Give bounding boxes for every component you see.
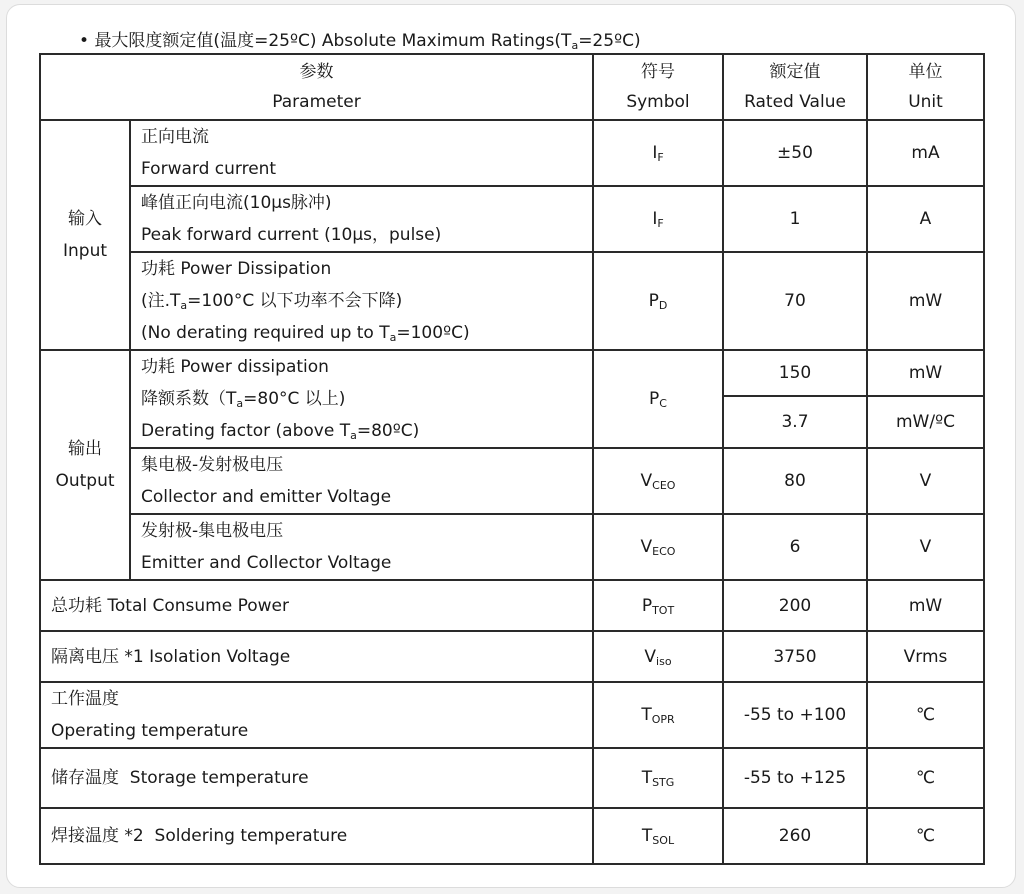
group-output: 输出 Output (40, 350, 130, 580)
table-row (40, 748, 984, 808)
unit-cell: ℃ (867, 682, 984, 748)
group-input: 输入 Input (40, 120, 130, 350)
value-cell: 3750 (723, 631, 867, 682)
heading-tail: =25ºC) (578, 31, 641, 51)
value-cell: 200 (723, 580, 867, 631)
value-cell: 150 (723, 350, 867, 396)
value-cell: -55 to +125 (723, 748, 867, 808)
symbol-cell: $T_{STG}$ (593, 748, 723, 808)
symbol-cell: $I_F$ (593, 186, 723, 252)
param-total-power: 总功耗 Total Consume Power (40, 580, 593, 631)
unit-cell: mW (867, 350, 984, 396)
symbol-cell: $P_{TOT}$ (593, 580, 723, 631)
param-power-dissipation-input: 功耗 Power Dissipation (注$.T_a=100^\circ C$ 以下功率不会下降) (No derating required up to $T_a=100ºC$) (130, 252, 593, 350)
unit-cell: A (867, 186, 984, 252)
header-parameter: 参数 Parameter (40, 54, 593, 120)
table-row (40, 448, 984, 514)
symbol-cell: $T_{OPR}$ (593, 682, 723, 748)
symbol-cell: $I_F$ (593, 120, 723, 186)
section-heading (79, 29, 641, 53)
unit-cell: mW/ºC (867, 396, 984, 448)
table-row (40, 580, 984, 631)
table-row (40, 682, 984, 748)
table-row (40, 808, 984, 864)
value-cell: 3.7 (723, 396, 867, 448)
symbol-cell: $V_{iso}$ (593, 631, 723, 682)
value-cell: ±50 (723, 120, 867, 186)
unit-cell: ℃ (867, 808, 984, 864)
param-isolation-voltage: 隔离电压 *1 Isolation Voltage (40, 631, 593, 682)
symbol-cell: $V_{CEO}$ (593, 448, 723, 514)
param-peak-forward-current: 峰值正向电流(10μs脉冲) Peak forward current (10μs，pulse) (130, 186, 593, 252)
value-cell: 6 (723, 514, 867, 580)
value-cell: 1 (723, 186, 867, 252)
header-row (40, 54, 984, 120)
table-row (40, 631, 984, 682)
unit-cell: Vrms (867, 631, 984, 682)
param-power-dissipation-output: 功耗 Power dissipation 降额系数（$T_a=80^\circ C$ 以上) Derating factor (above $T_a=80ºC$) (130, 350, 593, 448)
table-row (40, 350, 984, 396)
param-emitter-collector-voltage: 发射极-集电极电压 Emitter and Collector Voltage (130, 514, 593, 580)
unit-cell: V (867, 514, 984, 580)
header-symbol: 符号 Symbol (593, 54, 723, 120)
heading-sub: a (571, 39, 579, 52)
table-row (40, 514, 984, 580)
header-rated-value: 额定值 Rated Value (723, 54, 867, 120)
value-cell: 80 (723, 448, 867, 514)
value-cell: -55 to +100 (723, 682, 867, 748)
value-cell: 260 (723, 808, 867, 864)
header-unit: 单位 Unit (867, 54, 984, 120)
unit-cell: mA (867, 120, 984, 186)
symbol-cell: $V_{ECO}$ (593, 514, 723, 580)
param-soldering-temperature: 焊接温度 *2 Soldering temperature (40, 808, 593, 864)
unit-cell: V (867, 448, 984, 514)
bullet: • (79, 31, 90, 51)
param-collector-emitter-voltage: 集电极-发射极电压 Collector and emitter Voltage (130, 448, 593, 514)
unit-cell: mW (867, 580, 984, 631)
table-row (40, 252, 984, 350)
unit-cell: ℃ (867, 748, 984, 808)
symbol-cell: $T_{SOL}$ (593, 808, 723, 864)
heading-en: Absolute Maximum Ratings(T (321, 31, 572, 51)
param-operating-temperature: 工作温度 Operating temperature (40, 682, 593, 748)
unit-cell: mW (867, 252, 984, 350)
heading-zh: 最大限度额定值(温度=25ºC) (94, 31, 317, 51)
param-storage-temperature: 储存温度 Storage temperature (40, 748, 593, 808)
value-cell: 70 (723, 252, 867, 350)
table-row (40, 186, 984, 252)
symbol-cell: $P_C$ (593, 350, 723, 448)
table-row (40, 120, 984, 186)
symbol-cell: $P_D$ (593, 252, 723, 350)
ratings-table (39, 53, 985, 865)
param-forward-current: 正向电流 Forward current (130, 120, 593, 186)
